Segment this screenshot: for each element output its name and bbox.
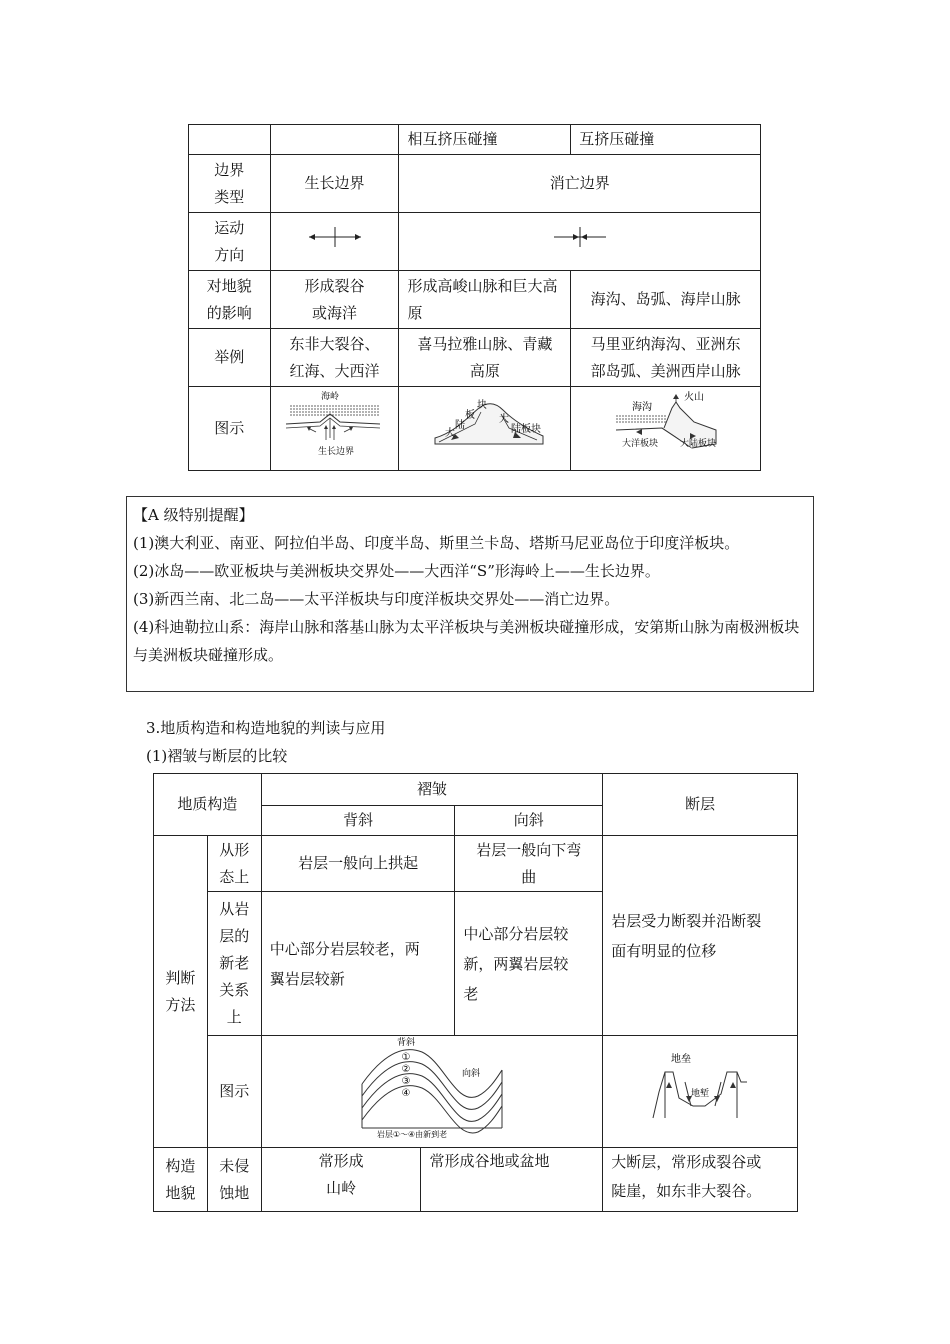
reminder-item-1: (1)澳大利亚、南亚、阿拉伯半岛、印度半岛、斯里兰卡岛、塔斯马尼亚岛位于印度洋板块。 [133,534,740,552]
cont-label-3: 板 [464,410,475,421]
mid-ocean-ridge-diagram [280,388,390,460]
syncline-age-cell: 中心部分岩层较 新，两翼岩层较 老 [455,892,603,1036]
convergent-arrows-icon [550,225,610,249]
divergent-arrows-cell [270,213,399,271]
ridge-label: 海岭 [320,392,339,402]
continental-landform-cell: 形成高峻山脉和巨大高原 [399,271,571,329]
reminder-item-3: (3)新西兰南、北二岛——太平洋板块与印度洋板块交界处——消亡边界。 [133,590,620,608]
fault-landform-cell: 大断层，常形成裂谷或 陡崖，如东非大裂谷。 [603,1148,798,1212]
fold-fault-comparison-table [153,773,798,1212]
landform-effect-label: 对地貌 的影响 [189,271,271,329]
age-relation-label: 从岩 层的 新老 关系 上 [207,892,261,1036]
fold-diagram-label: 图示 [207,1036,261,1148]
oceanic-collision-cell: 互挤压碰撞 [571,125,761,155]
anticline-diagram-label: 背斜 [396,1038,415,1048]
convergent-arrows-cell [399,213,761,271]
example-label: 举例 [189,329,271,387]
growth-boundary-caption: 生长边界 [317,447,354,457]
anticline-age-cell: 中心部分岩层较老，两 翼岩层较新 [261,892,455,1036]
structural-landform-label: 构造 地貌 [154,1148,208,1212]
horst-graben-diagram [645,1042,755,1132]
oceanic-landform-cell: 海沟、岛弧、海岸山脉 [571,271,761,329]
reminder-title: 【A 级特别提醒】 [133,506,254,524]
cont-label-6: 陆板块 [510,424,541,435]
syncline-header: 向斜 [455,806,603,836]
continental-plate-label: 大陆板块 [679,439,716,449]
anticline-shape-cell: 岩层一般向上拱起 [261,836,455,892]
trench-label: 海沟 [631,402,652,413]
divergent-arrows-icon [305,225,365,249]
layer-3-label: ③ [401,1076,411,1087]
cont-label-2: 陆 [454,420,465,431]
growth-landform-cell: 形成裂谷 或海洋 [270,271,399,329]
continental-collision-diagram [415,388,555,460]
special-reminder-box [126,496,814,692]
oceanic-plate-label: 大洋板块 [621,439,658,449]
shape-label: 从形 态上 [207,836,261,892]
fold-header: 褶皱 [261,774,602,806]
continental-example-cell: 喜马拉雅山脉、青藏 高原 [399,329,571,387]
fault-diagram-cell [603,1036,798,1148]
syncline-landform-cell: 常形成谷地或盆地 [421,1148,603,1212]
motion-direction-label: 运动 方向 [189,213,271,271]
layer-1-label: ① [401,1052,411,1063]
continental-diagram-cell [399,387,571,471]
anticline-header: 背斜 [261,806,455,836]
section-heading: 3.地质构造和构造地貌的判读与应用 [146,719,386,737]
section-subheading: (1)褶皱与断层的比较 [146,747,288,765]
cont-label-4: 块 [476,400,487,411]
oceanic-diagram-cell [571,387,761,471]
syncline-diagram-label: 向斜 [461,1069,480,1079]
uneroded-label: 未侵 蚀地 [207,1148,261,1212]
judgment-method-label: 判断 方法 [154,836,208,1148]
cont-label-1: 大 [444,428,455,439]
growth-boundary-cell: 生长边界 [270,155,399,213]
reminder-item-4: (4)科迪勒拉山系：海岸山脉和落基山脉为太平洋板块与美洲板块碰撞形成，安第斯山脉为南极洲板块与美洲板块碰撞形成。 [133,618,800,664]
anticline-landform-cell: 常形成 山岭 [261,1148,421,1212]
layer-2-label: ② [401,1064,411,1075]
volcano-label: 火山 [683,392,704,403]
oceanic-example-cell: 马里亚纳海沟、亚洲东 部岛弧、美洲西岸山脉 [571,329,761,387]
growth-diagram-cell [270,387,399,471]
diagram-label: 图示 [189,387,271,471]
fold-diagram [352,1036,512,1138]
blank-cell [189,125,271,155]
fold-diagram-cell [261,1036,602,1148]
layer-age-caption: 岩层①～④由新到老 [376,1130,448,1138]
graben-label: 地堑 [691,1089,710,1099]
growth-example-cell: 东非大裂谷、 红海、大西洋 [270,329,399,387]
fault-header: 断层 [603,774,798,836]
cont-label-5: 大 [498,414,509,425]
boundary-type-label: 边界 类型 [189,155,271,213]
continental-collision-cell: 相互挤压碰撞 [399,125,571,155]
blank-cell [270,125,399,155]
plate-boundary-table [188,124,761,471]
horst-label: 地垒 [671,1054,692,1065]
geologic-structure-header: 地质构造 [154,774,262,836]
fault-description-cell: 岩层受力断裂并沿断裂 面有明显的位移 [603,836,798,1036]
reminder-item-2: (2)冰岛——欧亚板块与美洲板块交界处——大西洋“S”形海岭上——生长边界。 [133,562,660,580]
oceanic-continental-collision-diagram [596,388,736,460]
layer-4-label: ④ [401,1088,411,1099]
syncline-shape-cell: 岩层一般向下弯 曲 [455,836,603,892]
subduction-boundary-cell: 消亡边界 [399,155,761,213]
